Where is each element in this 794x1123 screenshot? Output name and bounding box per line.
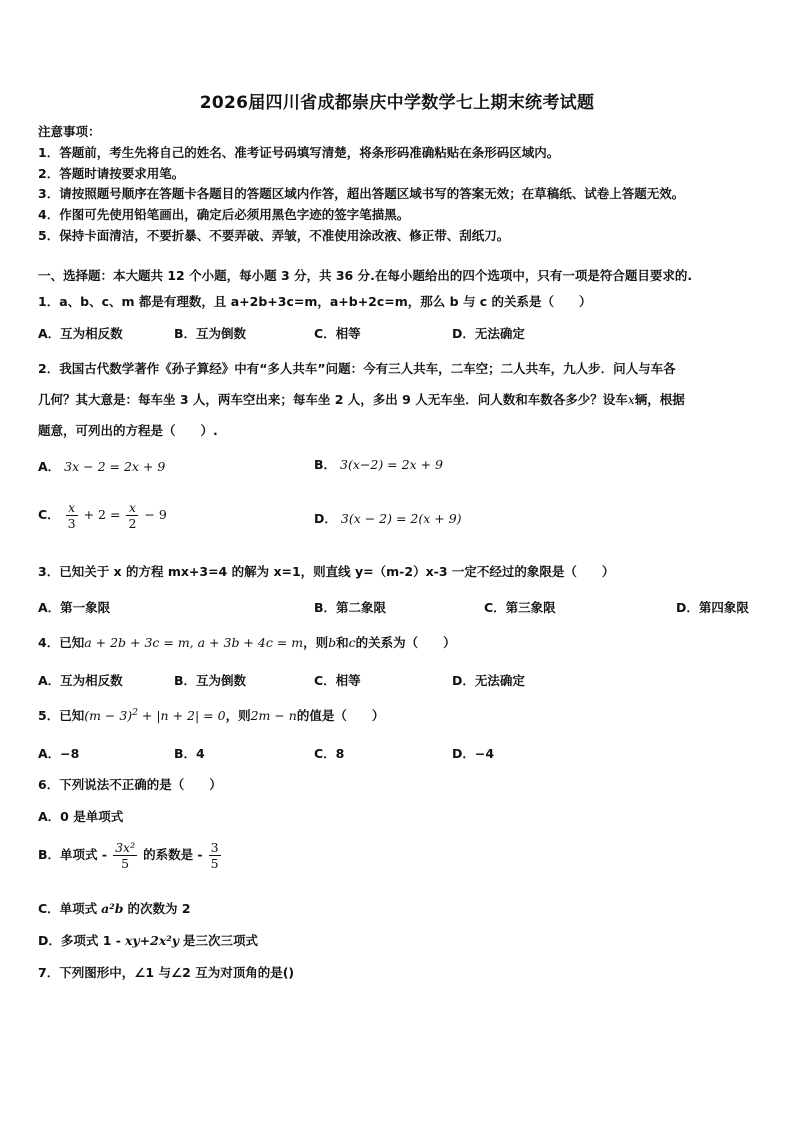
- q2-option-d: [314, 509, 462, 527]
- q5-text: 的值是（ ）: [296, 708, 385, 723]
- page-title: 2026届四川省成都崇庆中学数学七上期末统考试题: [199, 93, 595, 113]
- question-2-line-1: 2．我国古代数学著作《孙子算经》中有“多人共车”问题：今有三人共车，二车空；二人共车，九人步．问人与车各: [38, 361, 676, 376]
- q5-option-b: B．4: [174, 746, 205, 761]
- q5-math: (m − 3): [84, 708, 133, 723]
- notice-item: 2．答题时请按要求用笔。: [38, 166, 185, 181]
- option-math: 3x − 2 = 2x + 9: [64, 459, 166, 474]
- question-1-stem: 1．a、b、c、m 都是有理数，且 a+2b+3c=m，a+b+2c=m，那么 b 与 c 的关系是（ ）: [38, 294, 592, 309]
- q4-variable: c: [348, 635, 356, 650]
- option-math: − 9: [144, 507, 167, 522]
- q4-option-c: C．相等: [314, 673, 361, 688]
- q2-option-b: [314, 455, 443, 473]
- notice-item: 4．作图可先使用铅笔画出，确定后必须用黑色字迹的签字笔描黑。: [38, 207, 410, 222]
- fraction: $\frac{x}{3}$: [67, 500, 76, 531]
- q5-option-c: C．8: [314, 746, 345, 761]
- question-6-stem: 6．下列说法不正确的是（ ）: [38, 777, 222, 792]
- q6-option-d: [38, 931, 258, 949]
- q5-text: ，则: [225, 708, 251, 723]
- q5-option-d: D．−4: [452, 746, 495, 761]
- q4-text: 和: [336, 635, 349, 650]
- q3-option-a: A．第一象限: [38, 600, 111, 615]
- q6-option-b: [38, 840, 223, 871]
- q4-math: a + 2b + 3c = m, a + 3b + 4c = m: [84, 635, 304, 650]
- q2-text: 辆，根据: [634, 392, 685, 407]
- q1-option-c: C．相等: [314, 326, 361, 341]
- section-heading: 一、选择题：本大题共 12 个小题，每小题 3 分，共 36 分.在每小题给出的四个选项中，只有一项是符合题目要求的.: [38, 268, 693, 283]
- q3-option-c: C．第三象限: [484, 600, 556, 615]
- option-text: C．单项式: [38, 901, 98, 916]
- option-label: C．: [38, 507, 60, 522]
- q2-option-c: [38, 500, 167, 531]
- option-text: 是三次三项式: [183, 933, 259, 948]
- option-label: B．: [314, 457, 337, 472]
- q4-option-b: B．互为倒数: [174, 673, 247, 688]
- notice-item: 3．请按照题号顺序在答题卡各题目的答题区域内作答，超出答题区域书写的答案无效；在草稿纸、试卷上答题无效。: [38, 186, 685, 201]
- option-math: 3(x−2) = 2x + 9: [340, 457, 443, 472]
- q1-option-a: A．互为相反数: [38, 326, 123, 341]
- option-label: A．: [38, 459, 61, 474]
- q4-text: 4．已知: [38, 635, 85, 650]
- option-math: + 2 =: [83, 507, 121, 522]
- q5-text: 5．已知: [38, 708, 85, 723]
- q5-exponent: 2: [132, 707, 138, 718]
- fraction: $\frac{\text{3x²}}{5}$: [115, 840, 136, 871]
- q6-option-a: A．0 是单项式: [38, 809, 124, 824]
- fraction: $\frac{x}{2}$: [128, 500, 137, 531]
- q4-text: ，则: [303, 635, 329, 650]
- q4-text: 的关系为（ ）: [355, 635, 456, 650]
- notice-item: 1．答题前，考生先将自己的姓名、准考证号码填写清楚，将条形码准确粘贴在条形码区域内。: [38, 145, 560, 160]
- q5-option-a: A．−8: [38, 746, 80, 761]
- q6-option-c: [38, 899, 191, 917]
- option-text: 的系数是 -: [143, 847, 203, 862]
- q5-math: 2m − n: [250, 708, 297, 723]
- q3-option-b: B．第二象限: [314, 600, 387, 615]
- q2-variable: x: [627, 392, 635, 407]
- q4-variable: b: [328, 635, 337, 650]
- q2-text: 几何？其大意是：每车坐 3 人，两车空出来；每车坐 2 人，多出 9 人无车坐．问人数和车数各多少？设车: [38, 392, 628, 407]
- q1-option-d: D．无法确定: [452, 326, 525, 341]
- fraction: $\frac{3}{5}$: [210, 840, 219, 871]
- option-math: 3(x − 2) = 2(x + 9): [340, 511, 462, 526]
- question-5-stem: [38, 706, 384, 724]
- option-text: D．多项式 1 -: [38, 933, 121, 948]
- q4-option-a: A．互为相反数: [38, 673, 123, 688]
- option-text: 的次数为 2: [127, 901, 191, 916]
- option-text: B．单项式 -: [38, 847, 108, 862]
- option-label: D．: [314, 511, 337, 526]
- question-4-stem: [38, 633, 456, 651]
- option-math: xy+2x²y: [124, 933, 180, 948]
- question-2-line-2: [38, 390, 685, 408]
- question-3-stem: 3．已知关于 x 的方程 mx+3=4 的解为 x=1，则直线 y=（m-2）x-3 一定不经过的象限是（ ）: [38, 564, 615, 579]
- q5-math: + |n + 2| = 0: [137, 708, 226, 723]
- q3-option-d: D．第四象限: [676, 600, 749, 615]
- question-7-stem: 7．下列图形中，∠1 与∠2 互为对顶角的是(): [38, 965, 295, 980]
- question-2-line-3: 题意，可列出的方程是（ ）.: [38, 423, 218, 438]
- q2-option-a: [38, 457, 165, 475]
- notice-heading: 注意事项：: [38, 124, 101, 139]
- q1-option-b: B．互为倒数: [174, 326, 247, 341]
- notice-item: 5．保持卡面清洁，不要折暴、不要弄破、弄皱，不准使用涂改液、修正带、刮纸刀。: [38, 228, 510, 243]
- q4-option-d: D．无法确定: [452, 673, 525, 688]
- option-math: a²b: [101, 901, 124, 916]
